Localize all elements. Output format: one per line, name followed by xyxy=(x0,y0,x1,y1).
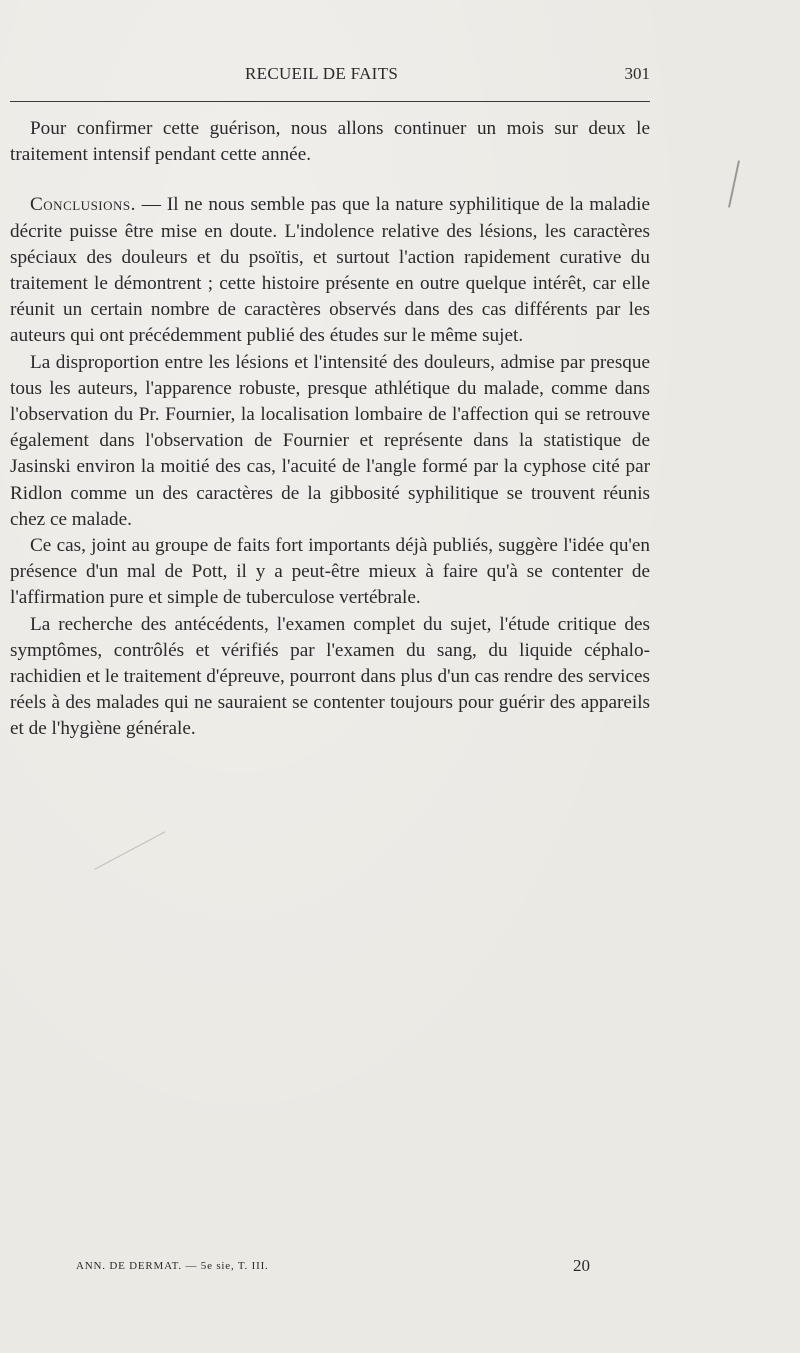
header-rule xyxy=(10,101,650,102)
conclusions-heading: Conclusions. xyxy=(30,194,136,216)
paragraph-case: Ce cas, joint au groupe de faits fort importants déjà publiés, suggère l'idée qu'en présence d'un mal de Pott, il y a peut-être mieux à faire qu'à se contenter de l'affirmation pure et simple de tuberculose vertébrale. xyxy=(10,535,650,609)
scan-mark xyxy=(728,160,740,207)
page-footer xyxy=(76,1256,590,1280)
article-body xyxy=(10,116,650,743)
paragraph-research: La recherche des antécédents, l'examen complet du sujet, l'étude critique des symptômes, contrôlés et vérifiés par l'examen du sang, du liquide céphalo-rachidien et le traitement d'épreuve, pourront dans plus d'un cas rendre des services réels à des malades qui ne sauraient se contenter toujours pour guérir des appareils et de l'hygiène générale. xyxy=(10,613,650,740)
running-title: RECUEIL DE FAITS xyxy=(245,64,399,83)
paragraph-conclusions xyxy=(10,192,650,349)
running-head xyxy=(10,64,650,88)
journal-signature: ANN. DE DERMAT. — 5e sie, T. III. xyxy=(76,1260,269,1272)
conclusions-text: — Il ne nous semble pas que la nature syphilitique de la maladie décrite puisse être mise en doute. L'indolence relative des lésions, les caractères spéciaux des douleurs et du psoïtis, et surtout l'action rapidement curative du traitement le démontrent ; cette histoire présente en outre quelque intérêt, car elle réunit un certain nombre de caractères observés dans des cas différents par les auteurs qui ont précédemment publié des études sur le même sujet. xyxy=(10,194,650,347)
scan-mark xyxy=(94,831,165,869)
page-number: 301 xyxy=(624,64,650,83)
signature-number: 20 xyxy=(573,1256,590,1275)
paragraph-treatment: Pour confirmer cette guérison, nous allons continuer un mois sur deux le traitement intensif pendant cette année. xyxy=(10,118,650,166)
paragraph-disproportion: La disproportion entre les lésions et l'intensité des douleurs, admise par presque tous les auteurs, l'apparence robuste, presque athlétique du malade, comme dans l'observation du Pr. Fournier, la localisation lombaire de l'affection qui se retrouve également dans l'observation de Fournier et représente dans la statistique de Jasinski environ la moitié des cas, l'acuité de l'angle formé par la cyphose cité par Ridlon comme un des caractères de la gibbosité syphilitique se trouvent réunis chez ce malade. xyxy=(10,351,650,530)
